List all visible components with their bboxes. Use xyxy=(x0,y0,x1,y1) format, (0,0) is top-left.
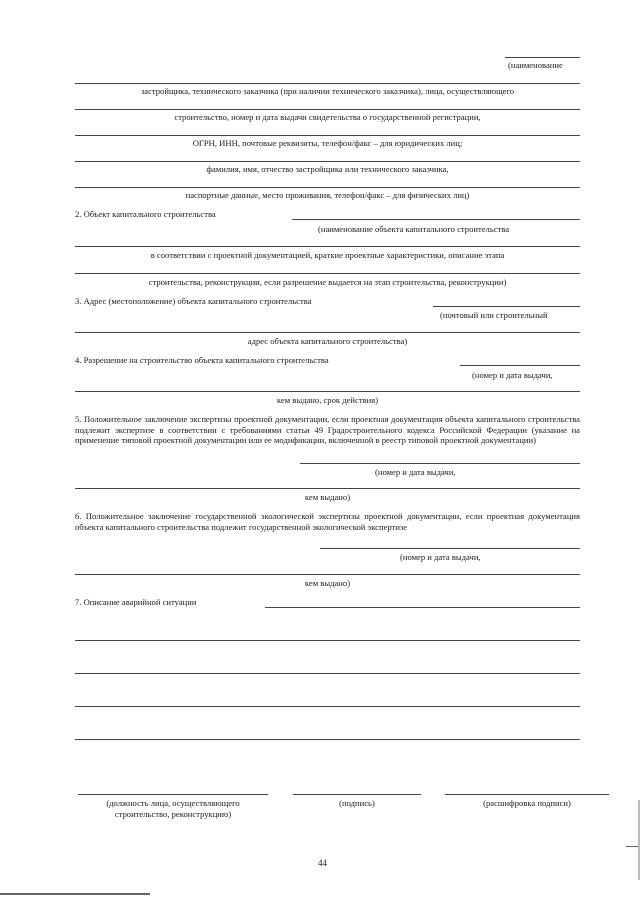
fill-line xyxy=(292,219,580,220)
caption-header-line2: строительство, номер и дата выдачи свидетельства о государственной регистрации, xyxy=(174,112,481,122)
fill-line xyxy=(75,187,580,188)
fill-line xyxy=(75,109,580,110)
caption-naimenovanie: (наименование xyxy=(508,60,563,70)
section-3-line1: адрес объекта капитального строительства) xyxy=(247,336,408,346)
signature-sign-line xyxy=(293,794,421,795)
signature-decode-line xyxy=(445,794,609,795)
blank-line xyxy=(75,640,580,641)
signature-sign-caption: (подпись) xyxy=(339,798,375,808)
page-number: 44 xyxy=(318,858,327,868)
fill-line xyxy=(300,463,580,464)
fill-line xyxy=(75,574,580,575)
fill-line xyxy=(460,365,580,366)
signature-decode-caption: (расшифровка подписи) xyxy=(483,798,571,808)
scan-edge-mark xyxy=(0,893,150,895)
section-2-line1: в соответствии с проектной документацией, краткие проектные характеристики, описание этапа xyxy=(150,250,505,260)
fill-line xyxy=(320,548,580,549)
fill-line xyxy=(75,135,580,136)
section-4-caption: (номер и дата выдачи, xyxy=(472,370,553,380)
fill-line xyxy=(265,607,580,608)
fill-line xyxy=(433,306,580,307)
fill-line xyxy=(75,246,580,247)
signature-position-caption: (должность лица, осуществляющего строительство, реконструкцию) xyxy=(106,798,240,819)
section-2-line2: строительства, реконструкции, если разрешение выдается на этап строительства, реконструкции) xyxy=(148,277,507,287)
caption-header-line3: ОГРН, ИНН, почтовые реквизиты, телефон/факс – для юридических лиц; xyxy=(192,138,463,148)
section-6-caption: (номер и дата выдачи, xyxy=(400,552,481,562)
section-2-caption: (наименование объекта капитального строительства xyxy=(318,224,510,234)
section-7-label: 7. Описание аварийной ситуации xyxy=(75,597,197,607)
fill-line xyxy=(75,273,580,274)
fill-line xyxy=(75,332,580,333)
fill-line xyxy=(75,161,580,162)
blank-line xyxy=(75,673,580,674)
blank-line xyxy=(75,706,580,707)
fill-line xyxy=(75,83,580,84)
section-5-line1: кем выдано) xyxy=(304,492,351,502)
signature-position-line xyxy=(78,794,268,795)
caption-header-line4: фамилия, имя, отчество застройщика или технического заказчика, xyxy=(206,164,449,174)
fill-line xyxy=(75,391,580,392)
caption-header-line5: паспортные данные, место проживания, телефон/факс – для физических лиц) xyxy=(185,190,470,200)
fill-line xyxy=(505,57,580,58)
section-3-label: 3. Адрес (местоположение) объекта капитального строительства xyxy=(75,296,312,306)
section-4-label: 4. Разрешение на строительство объекта капитального строительства xyxy=(75,355,329,365)
section-3-caption: (почтовый или строительный xyxy=(440,310,548,320)
blank-line xyxy=(75,739,580,740)
section-5-paragraph: 5. Положительное заключение экспертизы проектной документации, если проектная документация объекта капитального строительства подлежит экспертизе в соответствии с требованиями статьи 49 Градостроительного кодекса Российской Федерации (указание на применение типовой проектной документации или ее модификации, включенной в реестр типовой проектной документации) xyxy=(75,414,580,445)
fill-line xyxy=(75,488,580,489)
section-5-caption: (номер и дата выдачи, xyxy=(375,467,456,477)
section-2-label: 2. Объект капитального строительства xyxy=(75,209,216,219)
section-4-line1: кем выдано, срок действия) xyxy=(276,395,379,405)
caption-header-line1: застройщика, технического заказчика (при наличии технического заказчика), лица, осуществляющего xyxy=(140,86,515,96)
section-6-line1: кем выдано) xyxy=(304,578,351,588)
section-6-paragraph: 6. Положительное заключение государственной экологической экспертизы проектной документации, если проектная документация объекта капитального строительства подлежит государственной экологической экспертизе xyxy=(75,511,580,532)
